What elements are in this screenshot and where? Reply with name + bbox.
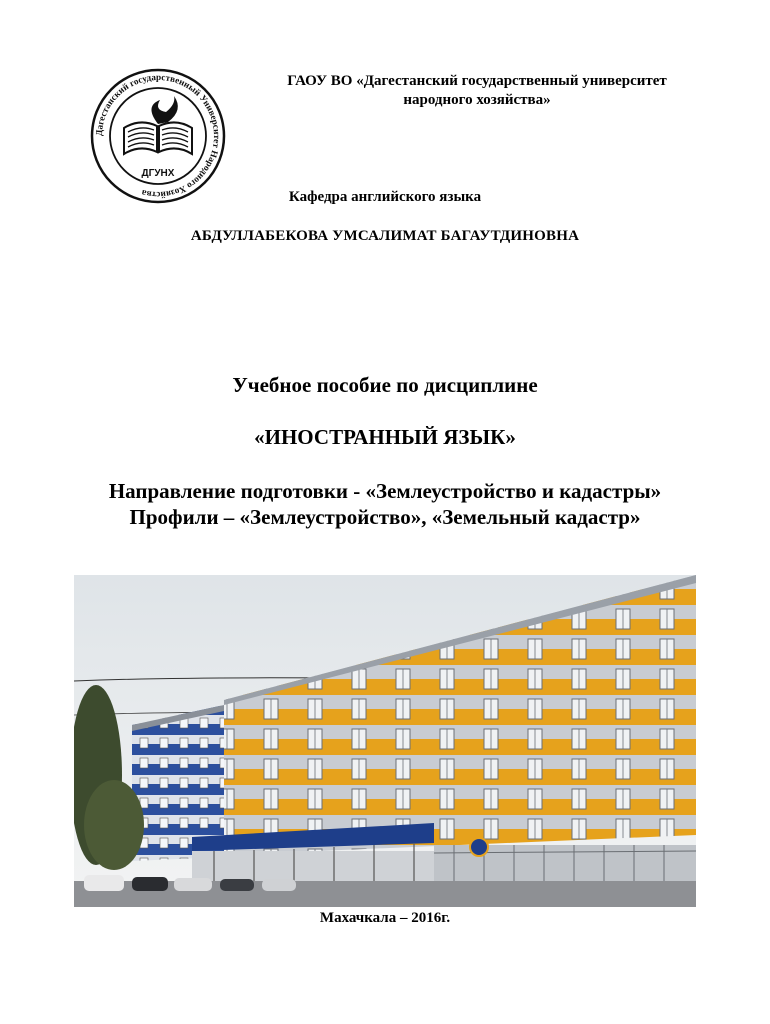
logo-abbreviation: ДГУНХ — [141, 168, 175, 179]
discipline-title: «ИНОСТРАННЫЙ ЯЗЫК» — [254, 425, 516, 449]
university-name-line1: ГАОУ ВО «Дагестанский государственный университет — [287, 73, 667, 89]
university-name-line2: народного хозяйства» — [403, 92, 551, 108]
department-name: Кафедра английского языка — [288, 189, 482, 205]
university-seal-book-icon — [88, 66, 228, 206]
training-direction: Направление подготовки - «Землеустройство и кадастры» — [108, 479, 662, 503]
logo-ring-text: Дагестанский государственный Университет Народного Хозяйства — [93, 71, 223, 201]
city-year: Махачкала – 2016г. — [319, 910, 451, 926]
university-logo — [88, 66, 228, 206]
training-profiles: Профили – «Землеустройство», «Земельный кадастр» — [129, 505, 641, 529]
author-name: АБДУЛЛАБЕКОВА УМСАЛИМАТ БАГАУТДИНОВНА — [190, 228, 580, 244]
document-type: Учебное пособие по дисциплине — [232, 373, 538, 397]
university-header — [232, 72, 722, 110]
university-building-photo — [74, 575, 696, 907]
